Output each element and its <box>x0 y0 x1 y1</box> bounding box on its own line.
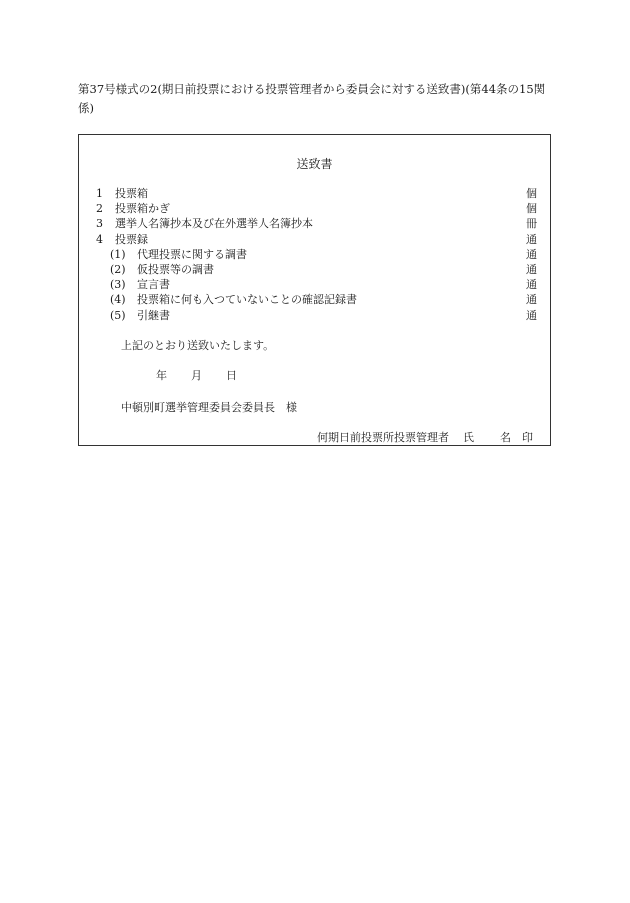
item-number: (2) <box>110 262 126 276</box>
recipient-line: 中頓別町選挙管理委員会委員長 様 <box>121 401 297 414</box>
list-item <box>96 186 536 201</box>
item-unit: 冊 <box>526 217 537 231</box>
date-year: 年 <box>156 369 167 382</box>
date-month: 月 <box>191 369 202 382</box>
date-line <box>156 367 237 383</box>
list-item <box>96 201 536 216</box>
item-number: 1 <box>96 187 103 200</box>
item-unit: 個 <box>526 202 537 216</box>
form-heading: 第37号様式の2(期日前投票における投票管理者から委員会に対する送致書)(第44条の15関係) <box>78 82 546 115</box>
form-box <box>78 134 551 446</box>
list-item <box>96 232 536 247</box>
item-label: 宣言書 <box>137 278 170 292</box>
item-label: 仮投票等の調書 <box>137 262 214 276</box>
item-label: 代理投票に関する調書 <box>137 247 247 261</box>
item-number: 2 <box>96 202 103 216</box>
item-label: 投票箱 <box>115 187 148 200</box>
item-unit: 通 <box>526 278 537 292</box>
sender-line <box>317 429 533 445</box>
item-unit: 個 <box>526 187 537 200</box>
item-number: (5) <box>110 308 126 322</box>
item-number: (1) <box>110 247 126 261</box>
item-unit: 通 <box>526 247 537 261</box>
item-label: 投票箱かぎ <box>115 202 170 216</box>
list-subitem <box>96 292 536 307</box>
date-day: 日 <box>226 369 237 382</box>
item-label: 投票録 <box>115 232 148 246</box>
list-subitem <box>96 277 536 292</box>
item-label: 引継書 <box>137 308 170 322</box>
seal-mark: 印 <box>522 431 533 444</box>
item-number: (3) <box>110 278 126 292</box>
name-label-b: 名 <box>500 431 511 444</box>
item-number: 3 <box>96 217 103 231</box>
list-item <box>96 216 536 231</box>
item-unit: 通 <box>526 293 537 307</box>
list-subitem <box>96 247 536 262</box>
item-unit: 通 <box>526 232 537 246</box>
form-title: 送致書 <box>296 157 333 171</box>
list-subitem <box>96 308 536 323</box>
item-unit: 通 <box>526 262 537 276</box>
name-label-a: 氏 <box>463 431 474 444</box>
item-list <box>96 186 536 323</box>
statement-text: 上記のとおり送致いたします。 <box>121 339 275 352</box>
item-number: (4) <box>110 293 126 307</box>
sender-title: 何期日前投票所投票管理者 <box>317 431 449 444</box>
item-unit: 通 <box>526 308 537 322</box>
list-subitem <box>96 262 536 277</box>
item-label: 投票箱に何も入つていないことの確認記録書 <box>137 293 357 307</box>
item-number: 4 <box>96 232 103 246</box>
item-label: 選挙人名簿抄本及び在外選挙人名簿抄本 <box>115 217 313 231</box>
